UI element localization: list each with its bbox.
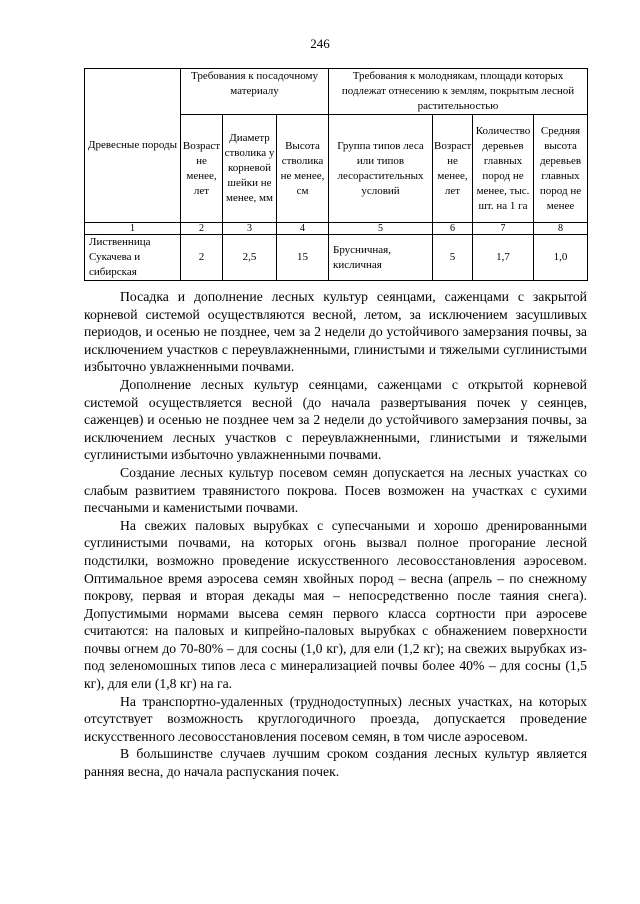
header-tree-count: Количество деревьев главных пород не менее, тыс. шт. на 1 га: [473, 115, 534, 223]
header-species: Древесные породы: [85, 69, 181, 223]
paragraph: Создание лесных культур посевом семян допускается на лесных участках со слабым развитием травянистого покрова. Посев возможен на участках с сухими песчаными и каменистыми почвами.: [84, 464, 587, 516]
column-number: 5: [329, 223, 433, 235]
page-number: 246: [310, 36, 330, 51]
cell-species: Лиственница Сукачева и сибирская: [85, 235, 181, 281]
column-number: 7: [473, 223, 534, 235]
cell-material-age: 2: [181, 235, 223, 281]
column-number: 6: [433, 223, 473, 235]
header-forest-type: Группа типов леса или типов лесорастительных условий: [329, 115, 433, 223]
body-text: [84, 288, 587, 781]
column-number: 2: [181, 223, 223, 235]
cell-tree-count: 1,7: [473, 235, 534, 281]
column-number: 4: [277, 223, 329, 235]
paragraph: Дополнение лесных культур сеянцами, саженцами с открытой корневой системой осуществляется весной (до начала развертывания почек у сеянцев, саженцев) и осенью не позднее чем за 2 недели до устойчивого замерзания почвы, за исключением лесных участков с переувлажненными, глинистыми и тяжелыми суглинистыми избыточно увлажненными почвами.: [84, 376, 587, 463]
paragraph: В большинстве случаев лучшим сроком создания лесных культур является ранняя весна, до начала распускания почек.: [84, 746, 587, 780]
table-row: [85, 235, 588, 281]
requirements-table: [84, 68, 588, 281]
paragraph: На свежих паловых вырубках с супесчаными и хорошо дренированными суглинистыми почвами, на которых огонь вызвал полное прогорание лесной подстилки, возможно проведение искусственного лесовосстановления аэросевом. Оптимальное время аэросева семян хвойных пород – весна (апрель – по снежному покрову, первая и вторая декады мая – непосредственно после таяния снега). Допустимыми нормами высева семян первого класса сортности при аэросеве считаются: на паловых и кипрейно-паловых вырубках с обнажением поверхности почвы огнем до 70-80% – для сосны (1,0 кг), для ели (1,2 кг); на свежих вырубках из-под зеленомошных типов леса с минерализацией почвы более 40% – для сосны (1,5 кг), для ели (1,8 кг) на га.: [84, 517, 587, 692]
header-material-age: Возраст не менее, лет: [181, 115, 223, 223]
column-number: 3: [223, 223, 277, 235]
cell-stem-height: 15: [277, 235, 329, 281]
column-number: 8: [534, 223, 588, 235]
header-mean-height: Средняя высота деревьев главных пород не менее: [534, 115, 588, 223]
cell-mean-height: 1,0: [534, 235, 588, 281]
header-stem-height: Высота стволика не менее, см: [277, 115, 329, 223]
header-planting-material: Требования к посадочному материалу: [181, 69, 329, 115]
header-young-stands: Требования к молоднякам, площади которых подлежат отнесению к землям, покрытым лесной растительностью: [329, 69, 588, 115]
paragraph: Посадка и дополнение лесных культур сеянцами, саженцами с закрытой корневой системой осуществляются весной, летом, за исключением засушливых периодов, и осенью не позднее, чем за 2 недели до устойчивого замерзания почвы, за исключением участков с переувлажненными, глинистыми и тяжелыми суглинистыми избыточно увлажненными почвами.: [84, 289, 587, 375]
column-number: 1: [85, 223, 181, 235]
cell-stem-diameter: 2,5: [223, 235, 277, 281]
cell-stand-age: 5: [433, 235, 473, 281]
header-stem-diameter: Диаметр стволика у корневой шейки не менее, мм: [223, 115, 277, 223]
column-number-row: [85, 223, 588, 235]
header-stand-age: Возраст не менее, лет: [433, 115, 473, 223]
cell-forest-type: Брусничная, кисличная: [329, 235, 433, 281]
paragraph: На транспортно-удаленных (труднодоступных) лесных участках, на которых отсутствует возможность круглогодичного проезда, допускается проведение искусственного лесовосстановления посевом семян, в том числе аэросевом.: [84, 693, 587, 744]
